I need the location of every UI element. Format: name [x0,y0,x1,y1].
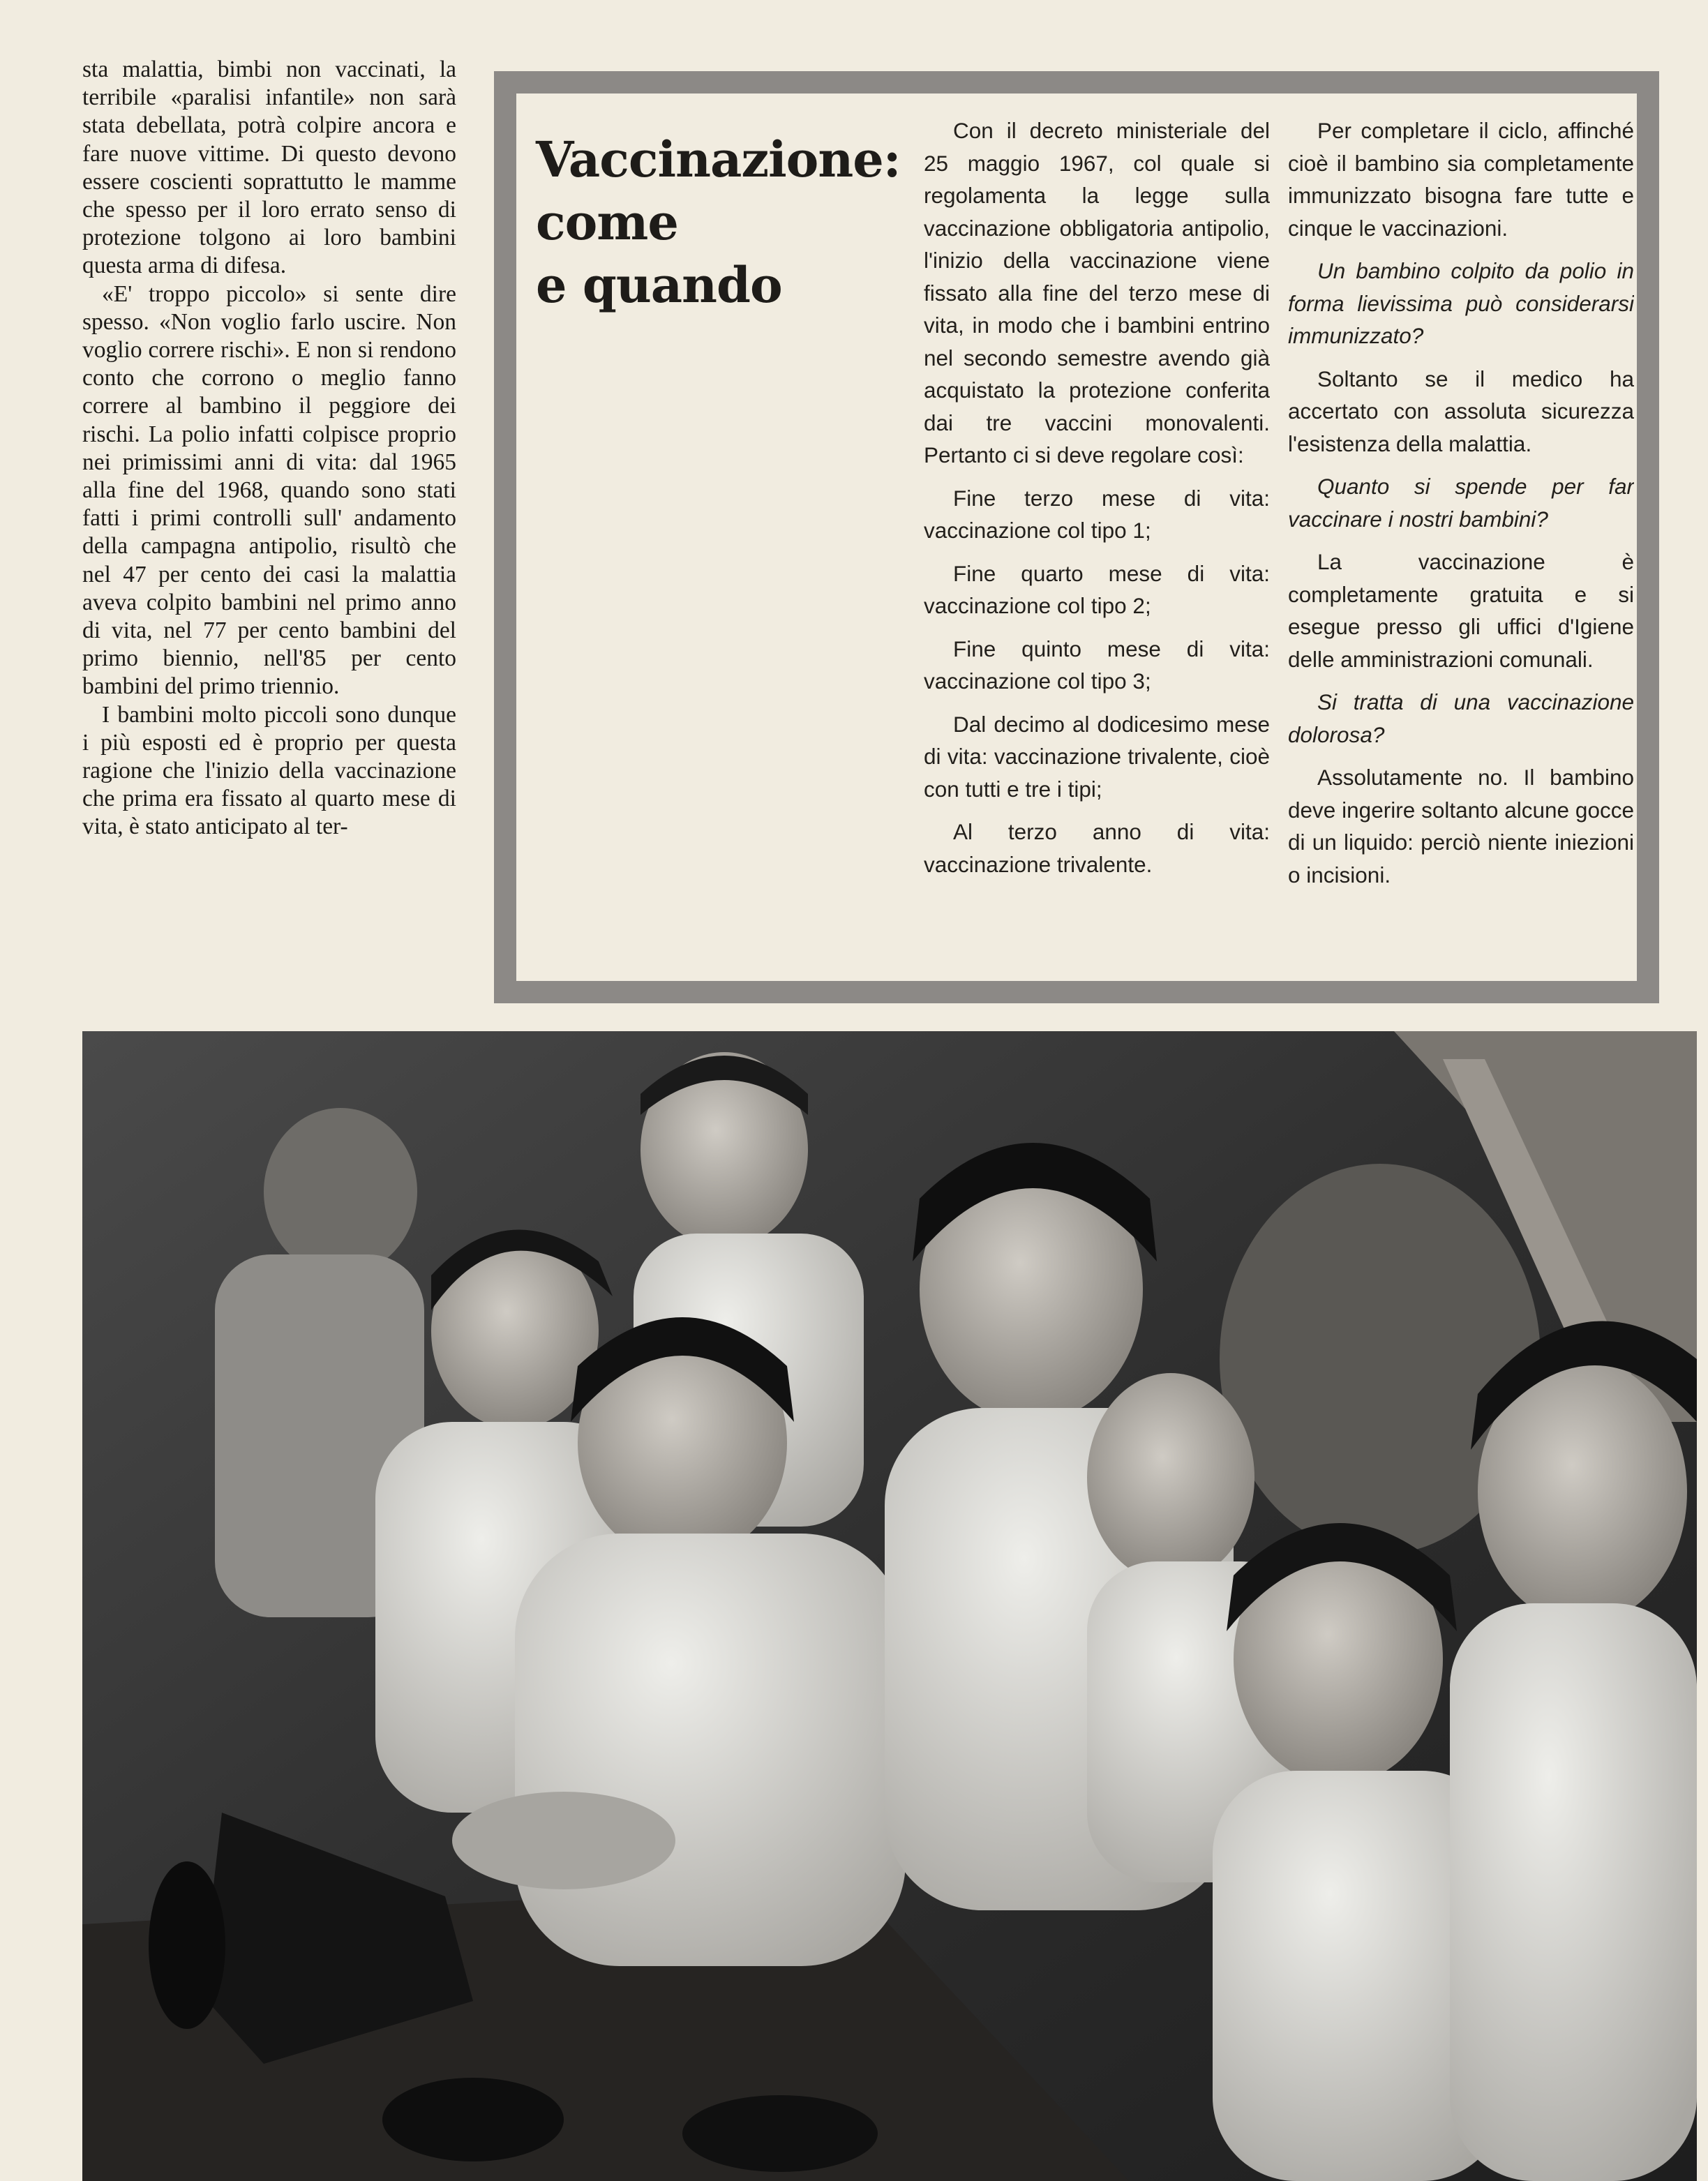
col2-question: Quanto si spende per far vaccinare i nostri bambini? [1288,474,1634,532]
col2-paragraph: Per completare il ciclo, affinché cioè il bambino sia completamente immunizzato bisogna fare tutte e cinque le vaccinazioni. [1288,118,1634,241]
col2-paragraph: La vaccinazione è completamente gratuita e si esegue presso gli uffici d'Igiene delle amministrazioni comunali. [1288,549,1634,672]
sidebar-box [494,71,1659,1003]
title-line-2: come [536,193,678,251]
sidebar-column-2 [1288,114,1634,977]
left-paragraph-3: I bambini molto piccoli sono dunque i più esposti ed è proprio per questa ragione che l'inizio della vaccinazione che prima era fissato al quarto mese di vita, è stato anticipato al ter- [82,701,456,840]
article-left-column [82,56,456,1005]
col1-paragraph: Fine quarto mese di vita: vaccinazione col tipo 2; [924,560,1270,618]
col2-paragraph: Soltanto se il medico ha accertato con assoluta sicurezza l'esistenza della malattia. [1288,366,1634,456]
title-line-3: e quando [536,256,782,314]
sidebar-column-1 [924,114,1270,977]
left-paragraph-2: «E' troppo piccolo» si sente dire spesso. «Non voglio farlo uscire. Non voglio correre rischi». E non si rendono conto che corrono o meglio fanno correre al bambino il peggiore dei rischi. La polio infatti colpisce proprio nei primissimi anni di vita: dal 1965 alla fine del 1968, quando sono stati fatti i primi controlli sull' andamento della campagna antipolio, risultò che nel 47 per cento dei casi la malattia aveva colpito bambini nel primo anno di vita, nel 77 per cento bambini del primo biennio, nell'85 per cento bambini del primo triennio. [82,280,456,700]
col1-paragraph: Fine terzo mese di vita: vaccinazione col tipo 1; [924,485,1270,543]
col2-question: Un bambino colpito da polio in forma lievissima può considerarsi immunizzato? [1288,258,1634,348]
sidebar-box-inner [516,93,1637,981]
children-photo-illustration [82,1031,1697,2181]
col1-paragraph: Al terzo anno di vita: vaccinazione trivalente. [924,819,1270,877]
sidebar-title [536,128,899,317]
left-paragraph-1: sta malattia, bimbi non vaccinati, la terribile «paralisi infantile» non sarà stata debellata, potrà colpire ancora e fare nuove vittime. Di questo devono essere coscienti soprattutto le mamme che spesso per il loro errato senso di protezione tolgono ai loro bambini questa arma di difesa. [82,57,456,279]
title-line-1: Vaccinazione: [536,130,901,188]
col1-paragraph: Fine quinto mese di vita: vaccinazione col tipo 3; [924,636,1270,694]
col2-question: Si tratta di una vaccinazione dolorosa? [1288,689,1634,747]
col1-paragraph: Dal decimo al dodicesimo mese di vita: vaccinazione trivalente, cioè con tutti e tre i tipi; [924,711,1270,802]
col2-paragraph: Assolutamente no. Il bambino deve ingerire soltanto alcune gocce di un liquido: perciò niente iniezioni o incisioni. [1288,765,1634,887]
children-photo [82,1031,1697,2181]
col1-paragraph: Con il decreto ministeriale del 25 maggio 1967, col quale si regolamenta la legge sulla vaccinazione obbligatoria antipolio, l'inizio della vaccinazione viene fissato alla fine del terzo mese di vita, in modo che i bambini entrino nel secondo semestre avendo già acquistato la protezione conferita dai tre vaccini monovalenti. Pertanto ci si deve regolare così: [924,118,1270,467]
